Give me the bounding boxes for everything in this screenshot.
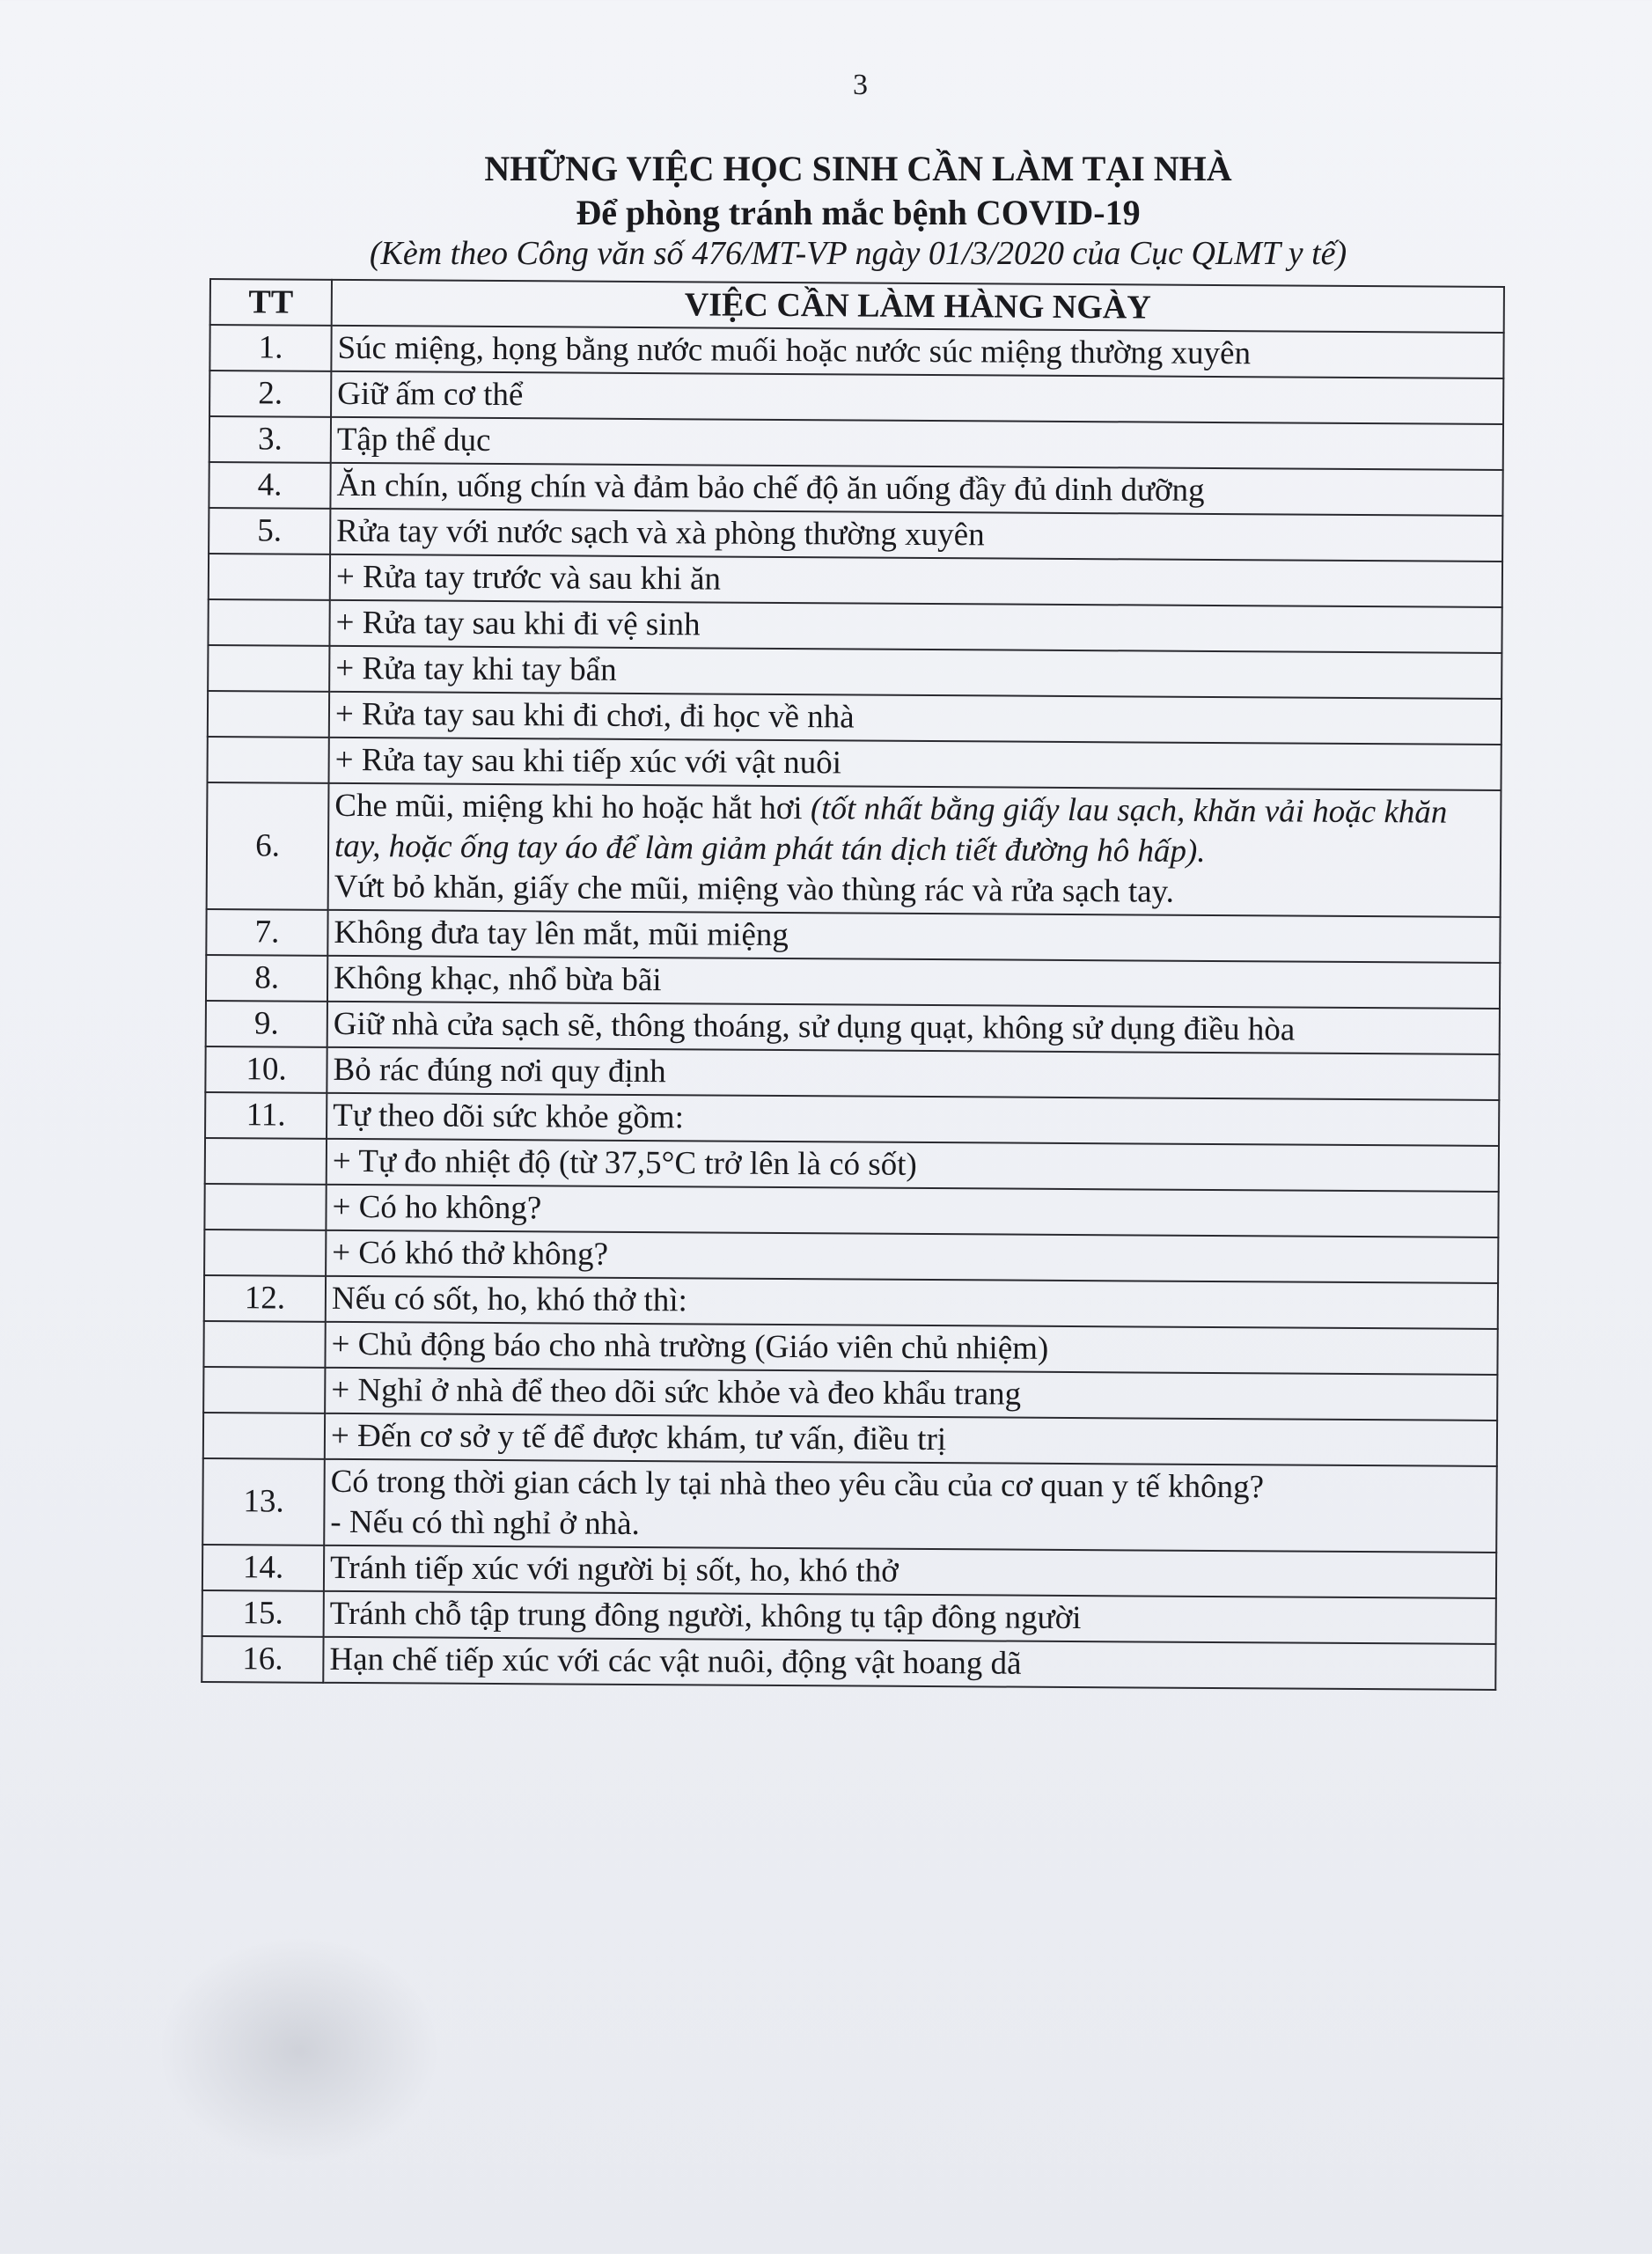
table-row: [204, 1230, 1498, 1283]
row-task: [327, 1093, 1499, 1146]
document-note: (Kèm theo Công văn số 476/MT-VP ngày 01/3/2020 của Cục QLMT y tế): [369, 235, 1347, 272]
row-task: [325, 1322, 1497, 1375]
row-task: [327, 1047, 1499, 1100]
document-title: NHỮNG VIỆC HỌC SINH CẦN LÀM TẠI NHÀ: [484, 149, 1232, 188]
task-text: Rửa tay với nước sạch và xà phòng thường xuyên: [336, 512, 985, 554]
row-number: [205, 1138, 327, 1185]
row-number: 6.: [207, 782, 329, 910]
table-row: [208, 691, 1501, 745]
table-row: [203, 1367, 1497, 1421]
row-number: [208, 691, 329, 738]
task-text: Không khạc, nhổ bừa bãi: [334, 959, 662, 999]
row-number: [208, 599, 329, 646]
table-row: [204, 1275, 1498, 1329]
row-task: [326, 1230, 1498, 1283]
row-number: [204, 1230, 326, 1276]
task-text: Không đưa tay lên mắt, mũi miệng: [334, 914, 789, 954]
task-text: Tránh chỗ tập trung đông người, không tụ tập đông người: [329, 1595, 1082, 1637]
row-number: 5.: [209, 508, 330, 554]
row-task: [325, 1413, 1497, 1466]
row-number: 1.: [209, 325, 331, 371]
row-number: [203, 1367, 325, 1413]
photo-shadow: [158, 1936, 440, 2165]
row-number: 13.: [202, 1458, 325, 1545]
table-header-row: [210, 279, 1504, 333]
row-task: [327, 1139, 1499, 1192]
row-number: 15.: [202, 1590, 324, 1637]
table-row: [209, 508, 1502, 562]
row-task: [329, 600, 1501, 653]
row-number: [208, 645, 329, 692]
table-row: [203, 1321, 1497, 1375]
task-text: Giữ ấm cơ thể: [337, 375, 524, 414]
row-number: 4.: [209, 462, 330, 509]
row-task: [324, 1545, 1496, 1598]
row-task: [324, 1459, 1497, 1553]
task-text: Che mũi, miệng khi ho hoặc hắt hơi: [334, 787, 803, 827]
task-text: + Rửa tay sau khi tiếp xúc với vật nuôi: [334, 741, 842, 782]
row-task: [330, 463, 1502, 516]
table-row: [209, 554, 1502, 607]
task-text-continued: Vứt bỏ khăn, giấy che mũi, miệng vào thùng rác và rửa sạch tay.: [334, 868, 1175, 910]
table-row: [202, 1545, 1496, 1598]
table-row: [202, 1590, 1496, 1644]
table-row: [205, 1046, 1499, 1100]
row-task: [327, 1002, 1500, 1054]
row-task: [329, 692, 1501, 745]
task-text: Tránh tiếp xúc với người bị sốt, ho, khó thở: [329, 1549, 899, 1590]
task-text: Súc miệng, họng bằng nước muối hoặc nước súc miệng thường xuyên: [337, 329, 1252, 372]
task-text: Ăn chín, uống chín và đảm bảo chế độ ăn uống đầy đủ dinh dưỡng: [336, 466, 1205, 509]
table-row: [209, 325, 1503, 378]
row-number: [209, 554, 330, 600]
table-row: [209, 416, 1503, 470]
row-task: [326, 1276, 1498, 1329]
row-task: [325, 1368, 1497, 1421]
header-task: VIỆC CẦN LÀM HÀNG NGÀY: [332, 280, 1504, 333]
task-text: + Rửa tay sau khi đi vệ sinh: [335, 604, 701, 643]
task-text: + Đến cơ sở y tế để được khám, tư vấn, điều trị: [330, 1417, 947, 1458]
task-text: + Có khó thở không?: [332, 1234, 609, 1273]
task-text: Giữ nhà cửa sạch sẽ, thông thoáng, sử dụng quạt, không sử dụng điều hòa: [333, 1005, 1296, 1048]
row-task: [323, 1637, 1495, 1690]
row-task: [329, 646, 1501, 699]
table-row: [209, 371, 1503, 424]
row-task: [331, 417, 1503, 470]
row-number: 3.: [209, 416, 331, 463]
header-tt: TT: [210, 279, 332, 326]
table-row: [207, 737, 1501, 790]
task-text: + Rửa tay khi tay bẩn: [335, 650, 617, 688]
task-text: + Tự đo nhiệt độ (từ 37,5°C trở lên là có sốt): [332, 1142, 917, 1183]
row-number: [203, 1321, 325, 1368]
table-row: [205, 1138, 1499, 1192]
task-italic-note: (tốt nhất bằng giấy lau sạch, khăn vải hoặc khăn tay, hoặc ống tay áo để làm giảm phát tán dịch tiết đường hô hấp).: [334, 790, 1448, 870]
row-number: 16.: [202, 1636, 323, 1683]
table-row: [209, 462, 1502, 516]
row-task: [330, 509, 1502, 562]
row-task: [331, 326, 1503, 378]
row-task: [328, 783, 1501, 917]
row-task: [326, 1185, 1498, 1237]
table-row: [208, 599, 1501, 653]
row-task: [331, 371, 1503, 424]
table-row: [206, 909, 1500, 963]
table-row: [206, 955, 1500, 1009]
task-text: Tập thể dục: [336, 421, 491, 459]
row-task: [327, 956, 1500, 1009]
page-number: 3: [853, 69, 868, 101]
row-number: 11.: [205, 1092, 327, 1139]
task-text-continued: - Nếu có thì nghỉ ở nhà.: [330, 1503, 640, 1543]
row-task: [328, 738, 1501, 790]
task-text: + Rửa tay trước và sau khi ăn: [335, 558, 722, 598]
task-text: Tự theo dõi sức khỏe gồm:: [333, 1097, 685, 1136]
table-row: [202, 1636, 1495, 1690]
row-task: [330, 554, 1502, 607]
row-task: [324, 1591, 1496, 1644]
row-number: 2.: [209, 371, 331, 417]
document-subtitle: Để phòng tránh mắc bệnh COVID-19: [576, 193, 1141, 232]
table-body: [202, 325, 1503, 1690]
table-row: [203, 1413, 1497, 1466]
task-text: + Nghỉ ở nhà để theo dõi sức khỏe và đeo khẩu trang: [331, 1371, 1022, 1413]
table-row: [204, 1184, 1498, 1237]
row-task: [327, 910, 1500, 963]
row-number: [207, 737, 328, 783]
row-number: [203, 1413, 325, 1459]
task-text: Hạn chế tiếp xúc với các vật nuôi, động vật hoang dã: [329, 1641, 1022, 1682]
table-row: [205, 1092, 1499, 1146]
row-number: 14.: [202, 1545, 324, 1591]
table-row: [202, 1458, 1497, 1553]
row-number: 9.: [206, 1001, 327, 1047]
row-number: 12.: [204, 1275, 326, 1322]
row-number: 8.: [206, 955, 327, 1002]
task-text: + Có ho không?: [332, 1188, 542, 1227]
task-text: + Rửa tay sau khi đi chơi, đi học về nhà: [334, 695, 855, 736]
task-text: Bỏ rác đúng nơi quy định: [333, 1051, 666, 1090]
table-row: [206, 1001, 1500, 1054]
task-text: Có trong thời gian cách ly tại nhà theo yêu cầu của cơ quan y tế không?: [330, 1463, 1265, 1506]
row-number: 10.: [205, 1046, 327, 1093]
row-number: 7.: [206, 909, 327, 956]
tasks-table: [201, 278, 1505, 1691]
table-row: [207, 782, 1501, 917]
task-text: Nếu có sốt, ho, khó thở thì:: [331, 1280, 687, 1319]
table-row: [208, 645, 1501, 699]
task-text: + Chủ động báo cho nhà trường (Giáo viên chủ nhiệm): [331, 1325, 1049, 1367]
row-number: [204, 1184, 326, 1230]
